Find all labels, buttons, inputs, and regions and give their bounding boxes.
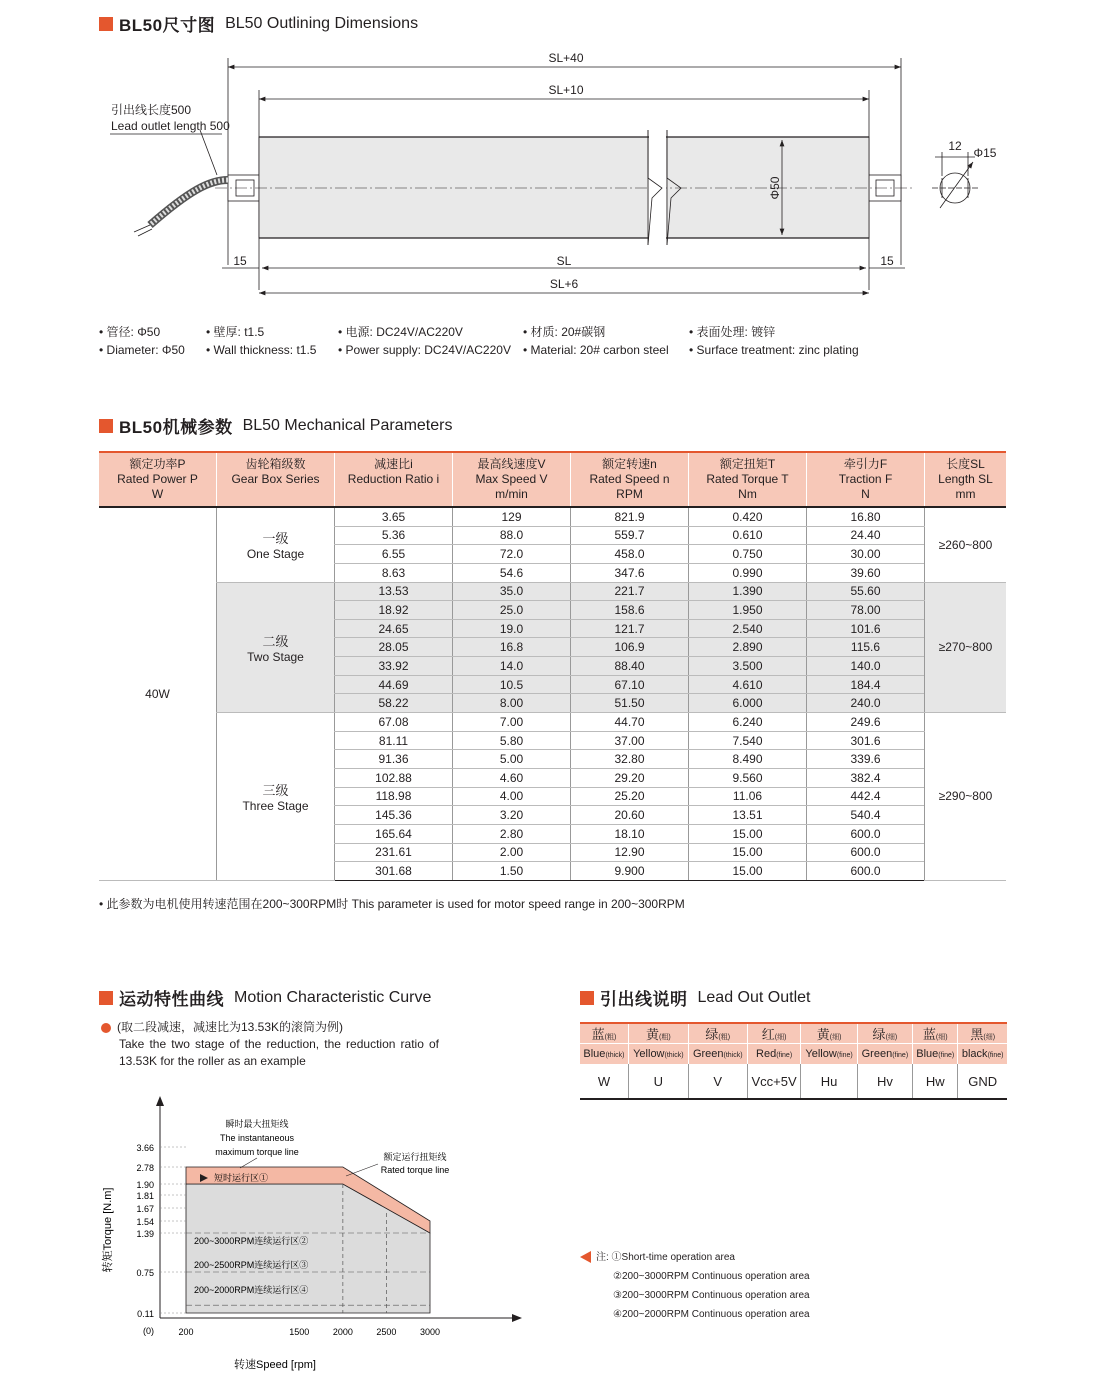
stage-cell: 二级 Two Stage bbox=[217, 582, 335, 712]
zone-label: 200~2500RPM连续运行区③ bbox=[194, 1260, 309, 1270]
lead-signal: Hv bbox=[857, 1064, 912, 1099]
section-marker-icon bbox=[99, 991, 113, 1005]
y-tick-label: 1.39 bbox=[136, 1229, 154, 1239]
table-cell: 559.7 bbox=[571, 526, 689, 545]
table-cell: 6.000 bbox=[689, 694, 807, 713]
legend-arrow-icon bbox=[580, 1251, 591, 1263]
table-row bbox=[99, 507, 1006, 526]
section-header-curve bbox=[99, 985, 431, 1010]
x-tick-label: 2500 bbox=[376, 1327, 397, 1337]
table-cell: 25.0 bbox=[453, 601, 571, 620]
table-cell: 540.4 bbox=[807, 806, 925, 825]
table-cell: 88.0 bbox=[453, 526, 571, 545]
instant-torque-label-en2: maximum torque line bbox=[215, 1147, 299, 1157]
dim-12: 12 bbox=[948, 139, 962, 153]
table-cell: 2.540 bbox=[689, 619, 807, 638]
length-cell: ≥290~800 bbox=[925, 713, 1007, 881]
table-cell: 5.00 bbox=[453, 750, 571, 769]
curve-note bbox=[101, 1019, 439, 1070]
table-cell: 67.08 bbox=[335, 713, 453, 732]
zone-label: 200~3000RPM连续运行区② bbox=[194, 1236, 309, 1246]
spec-power: • 电源: DC24V/AC220V • Power supply: DC24V/AC220V bbox=[338, 325, 511, 357]
y-tick-label: 3.66 bbox=[136, 1143, 154, 1153]
table-cell: 6.240 bbox=[689, 713, 807, 732]
table-cell: 13.51 bbox=[689, 806, 807, 825]
curve-note-en1: Take the two stage of the reduction, the reduction ratio of bbox=[119, 1037, 439, 1051]
lead-signal: GND bbox=[958, 1064, 1007, 1099]
instant-torque-leader bbox=[240, 1158, 257, 1168]
table-cell: 2.80 bbox=[453, 824, 571, 843]
table-cell: 2.00 bbox=[453, 843, 571, 862]
legend-item-2: ②200~3000RPM Continuous operation area bbox=[613, 1271, 810, 1282]
lead-color-cn-row bbox=[580, 1023, 1007, 1044]
x-tick-label: 200 bbox=[178, 1327, 194, 1337]
table-cell: 458.0 bbox=[571, 545, 689, 564]
table-cell: 28.05 bbox=[335, 638, 453, 657]
table-row bbox=[99, 582, 1006, 601]
table-cell: 5.36 bbox=[335, 526, 453, 545]
y-tick-label: 1.54 bbox=[136, 1217, 154, 1227]
table-cell: 101.6 bbox=[807, 619, 925, 638]
table-cell: 0.610 bbox=[689, 526, 807, 545]
lead-color-cn: 黄(粗) bbox=[628, 1023, 688, 1044]
lead-signal: Hu bbox=[801, 1064, 857, 1099]
section-header-lead bbox=[580, 985, 810, 1010]
lead-color-en: Blue(fine) bbox=[913, 1044, 958, 1065]
table-cell: 158.6 bbox=[571, 601, 689, 620]
table-cell: 821.9 bbox=[571, 507, 689, 526]
legend-item-3: ③200~3000RPM Continuous operation area bbox=[613, 1290, 810, 1301]
dim-sl: SL bbox=[556, 254, 572, 268]
lead-color-cn: 蓝(粗) bbox=[580, 1023, 628, 1044]
legend-block bbox=[596, 1248, 810, 1324]
dim-15-right: 15 bbox=[880, 254, 894, 268]
table-cell: 58.22 bbox=[335, 694, 453, 713]
length-cell: ≥260~800 bbox=[925, 507, 1007, 582]
table-cell: 442.4 bbox=[807, 787, 925, 806]
table-cell: 4.60 bbox=[453, 768, 571, 787]
table-cell: 231.61 bbox=[335, 843, 453, 862]
rated-torque-label-cn: 额定运行扭矩线 bbox=[383, 1152, 447, 1162]
dim-phi50: Φ50 bbox=[768, 176, 782, 200]
table-cell: 115.6 bbox=[807, 638, 925, 657]
y-axis-arrow-icon bbox=[156, 1096, 164, 1106]
table-cell: 3.20 bbox=[453, 806, 571, 825]
stage-cell: 一级 One Stage bbox=[217, 507, 335, 582]
table-cell: 8.490 bbox=[689, 750, 807, 769]
table-cell: 102.88 bbox=[335, 768, 453, 787]
stage-cell: 三级 Three Stage bbox=[217, 713, 335, 881]
instant-torque-label-cn: 瞬时最大扭矩线 bbox=[225, 1119, 289, 1129]
lead-color-cn: 红(细) bbox=[747, 1023, 801, 1044]
table-cell: 15.00 bbox=[689, 824, 807, 843]
table-cell: 3.500 bbox=[689, 657, 807, 676]
table-cell: 7.540 bbox=[689, 731, 807, 750]
table-cell: 1.950 bbox=[689, 601, 807, 620]
table-cell: 72.0 bbox=[453, 545, 571, 564]
table-cell: 13.53 bbox=[335, 582, 453, 601]
section-title-en: BL50 Outlining Dimensions bbox=[225, 14, 419, 32]
section-title-cn: BL50机械参数 bbox=[119, 418, 233, 437]
table-cell: 301.68 bbox=[335, 862, 453, 881]
table-cell: 339.6 bbox=[807, 750, 925, 769]
header-length: 长度SL Length SL mm bbox=[925, 452, 1007, 507]
table-cell: 221.7 bbox=[571, 582, 689, 601]
table-cell: 20.60 bbox=[571, 806, 689, 825]
length-cell: ≥270~800 bbox=[925, 582, 1007, 712]
lead-color-en: black(fine) bbox=[958, 1044, 1007, 1065]
motion-curve-chart bbox=[90, 1090, 530, 1380]
table-cell: 14.0 bbox=[453, 657, 571, 676]
rated-torque-label-en: Rated torque line bbox=[380, 1165, 450, 1175]
y-tick-label: 0.11 bbox=[137, 1309, 154, 1319]
lead-color-cn: 绿(粗) bbox=[688, 1023, 747, 1044]
rated-torque-leader bbox=[346, 1164, 378, 1176]
lead-length-cn: 引出线长度500 bbox=[111, 103, 192, 117]
lead-color-en: Blue(thick) bbox=[580, 1044, 628, 1065]
section-header-dimensions bbox=[99, 11, 418, 36]
table-cell: 67.10 bbox=[571, 675, 689, 694]
table-cell: 140.0 bbox=[807, 657, 925, 676]
table-cell: 7.00 bbox=[453, 713, 571, 732]
table-cell: 1.390 bbox=[689, 582, 807, 601]
section-title-en: BL50 Mechanical Parameters bbox=[242, 416, 453, 434]
table-cell: 29.20 bbox=[571, 768, 689, 787]
table-cell: 81.11 bbox=[335, 731, 453, 750]
table-cell: 6.55 bbox=[335, 545, 453, 564]
table-cell: 600.0 bbox=[807, 862, 925, 881]
header-power: 额定功率P Rated Power P W bbox=[99, 452, 217, 507]
table-cell: 88.40 bbox=[571, 657, 689, 676]
table-cell: 24.40 bbox=[807, 526, 925, 545]
table-cell: 11.06 bbox=[689, 787, 807, 806]
y-tick-label: 1.67 bbox=[136, 1204, 154, 1214]
header-torque: 额定扭矩T Rated Torque T Nm bbox=[689, 452, 807, 507]
lead-signal: U bbox=[628, 1064, 688, 1099]
x-axis-arrow-icon bbox=[512, 1314, 522, 1322]
zone-label: 短时运行区① bbox=[214, 1173, 269, 1183]
table-cell: 54.6 bbox=[453, 563, 571, 582]
lead-color-cn: 黄(细) bbox=[801, 1023, 857, 1044]
table-cell: 0.990 bbox=[689, 563, 807, 582]
table-cell: 9.560 bbox=[689, 768, 807, 787]
x-tick-label: 2000 bbox=[332, 1327, 353, 1337]
bullet-dot-icon bbox=[101, 1023, 111, 1033]
y-axis-title: 转矩Torque [N.m] bbox=[102, 1187, 114, 1273]
table-cell: 44.70 bbox=[571, 713, 689, 732]
table-cell: 30.00 bbox=[807, 545, 925, 564]
section-title-en: Lead Out Outlet bbox=[697, 988, 811, 1006]
table-cell: 18.10 bbox=[571, 824, 689, 843]
lead-color-en: Green(thick) bbox=[688, 1044, 747, 1065]
lead-color-en: Yellow(fine) bbox=[801, 1044, 857, 1065]
table-cell: 24.65 bbox=[335, 619, 453, 638]
table-cell: 4.00 bbox=[453, 787, 571, 806]
spec-diameter: • 管径: Φ50 • Diameter: Φ50 bbox=[99, 325, 185, 357]
table-cell: 4.610 bbox=[689, 675, 807, 694]
table-cell: 15.00 bbox=[689, 843, 807, 862]
lead-color-en: Red(fine) bbox=[747, 1044, 801, 1065]
table-cell: 5.80 bbox=[453, 731, 571, 750]
table-cell: 240.0 bbox=[807, 694, 925, 713]
table-cell: 184.4 bbox=[807, 675, 925, 694]
header-ratio: 减速比i Reduction Ratio i bbox=[335, 452, 453, 507]
section-marker-icon bbox=[99, 419, 113, 433]
table-footnote: • 此参数为电机使用转速范围在200~300RPM时 This parameter is used for motor speed range in 200~300RPM bbox=[99, 897, 685, 911]
header-gearbox: 齿轮箱级数 Gear Box Series bbox=[217, 452, 335, 507]
table-cell: 2.890 bbox=[689, 638, 807, 657]
table-cell: 32.80 bbox=[571, 750, 689, 769]
lead-length-en: Lead outlet length 500 bbox=[111, 119, 230, 133]
table-cell: 249.6 bbox=[807, 713, 925, 732]
dim-sl40: SL+40 bbox=[548, 51, 584, 65]
table-cell: 19.0 bbox=[453, 619, 571, 638]
table-cell: 16.8 bbox=[453, 638, 571, 657]
header-traction: 牵引力F Traction F N bbox=[807, 452, 925, 507]
table-cell: 129 bbox=[453, 507, 571, 526]
table-cell: 51.50 bbox=[571, 694, 689, 713]
table-cell: 3.65 bbox=[335, 507, 453, 526]
legend-item-4: ④200~2000RPM Continuous operation area bbox=[613, 1309, 810, 1320]
spec-material: • 材质: 20#碳钢 • Material: 20# carbon steel bbox=[523, 325, 669, 357]
curve-note-cn: (取二段减速，减速比为13.53K的滚筒为例) bbox=[117, 1020, 344, 1034]
lead-color-cn: 绿(细) bbox=[857, 1023, 912, 1044]
table-cell: 9.900 bbox=[571, 862, 689, 881]
table-cell: 145.36 bbox=[335, 806, 453, 825]
y-tick-label: 0.75 bbox=[136, 1268, 154, 1278]
section-title-cn: BL50尺寸图 bbox=[119, 16, 216, 35]
header-speed: 最高线速度V Max Speed V m/min bbox=[453, 452, 571, 507]
table-cell: 347.6 bbox=[571, 563, 689, 582]
spec-wall: • 壁厚: t1.5 • Wall thickness: t1.5 bbox=[206, 325, 317, 357]
x-tick-label: 1500 bbox=[289, 1327, 310, 1337]
table-cell: 33.92 bbox=[335, 657, 453, 676]
table-cell: 1.50 bbox=[453, 862, 571, 881]
section-title-cn: 引出线说明 bbox=[600, 990, 688, 1009]
table-cell: 0.750 bbox=[689, 545, 807, 564]
lead-signal: Hw bbox=[913, 1064, 958, 1099]
table-cell: 118.98 bbox=[335, 787, 453, 806]
table-cell: 16.80 bbox=[807, 507, 925, 526]
table-cell: 37.00 bbox=[571, 731, 689, 750]
section-title-en: Motion Characteristic Curve bbox=[234, 988, 432, 1006]
table-cell: 301.6 bbox=[807, 731, 925, 750]
lead-signal: Vcc+5V bbox=[747, 1064, 801, 1099]
lead-color-en: Yellow(thick) bbox=[628, 1044, 688, 1065]
table-cell: 165.64 bbox=[335, 824, 453, 843]
table-cell: 15.00 bbox=[689, 862, 807, 881]
table-cell: 12.90 bbox=[571, 843, 689, 862]
table-cell: 91.36 bbox=[335, 750, 453, 769]
x-tick-label: 3000 bbox=[419, 1327, 441, 1337]
table-row bbox=[99, 713, 1006, 732]
dim-sl6: SL+6 bbox=[549, 277, 579, 291]
table-cell: 78.00 bbox=[807, 601, 925, 620]
dim-15-left: 15 bbox=[233, 254, 247, 268]
table-cell: 39.60 bbox=[807, 563, 925, 582]
y-tick-label: 1.90 bbox=[136, 1180, 154, 1190]
lead-color-cn: 黑(细) bbox=[958, 1023, 1007, 1044]
lead-color-en: Green(fine) bbox=[857, 1044, 912, 1065]
table-cell: 600.0 bbox=[807, 843, 925, 862]
lead-signal: V bbox=[688, 1064, 747, 1099]
lead-signal: W bbox=[597, 1073, 611, 1089]
table-cell: 35.0 bbox=[453, 582, 571, 601]
zone-label: 200~2000RPM连续运行区④ bbox=[194, 1285, 309, 1295]
spec-surface: • 表面处理: 镀锌 • Surface treatment: zinc plating bbox=[689, 325, 859, 357]
header-rpm: 额定转速n Rated Speed n RPM bbox=[571, 452, 689, 507]
section-title-cn: 运动特性曲线 bbox=[119, 990, 224, 1009]
origin-label: (0) bbox=[143, 1326, 154, 1336]
table-cell: 600.0 bbox=[807, 824, 925, 843]
y-tick-label: 1.81 bbox=[136, 1191, 154, 1201]
table-cell: 55.60 bbox=[807, 582, 925, 601]
table-cell: 18.92 bbox=[335, 601, 453, 620]
lead-signal-row bbox=[580, 1064, 1007, 1099]
table-cell: 8.63 bbox=[335, 563, 453, 582]
lead-color-en-row bbox=[580, 1044, 1007, 1065]
power-cell: 40W bbox=[99, 507, 217, 880]
table-cell: 8.00 bbox=[453, 694, 571, 713]
dim-sl10: SL+10 bbox=[548, 83, 584, 97]
dimension-drawing bbox=[0, 40, 1120, 310]
section-marker-icon bbox=[99, 17, 113, 31]
table-header-row bbox=[99, 452, 1006, 507]
table-cell: 44.69 bbox=[335, 675, 453, 694]
section-header-mechanical bbox=[99, 413, 452, 438]
table-cell: 121.7 bbox=[571, 619, 689, 638]
mechanical-parameters-table bbox=[99, 451, 1006, 881]
curve-note-en2: 13.53K for the roller as an example bbox=[119, 1054, 306, 1068]
table-cell: 10.5 bbox=[453, 675, 571, 694]
table-cell: 106.9 bbox=[571, 638, 689, 657]
legend-item-1: 注: ①Short-time operation area bbox=[596, 1252, 735, 1263]
dim-phi15: Φ15 bbox=[973, 146, 997, 160]
table-cell: 382.4 bbox=[807, 768, 925, 787]
lead-out-table bbox=[580, 1022, 1007, 1100]
x-axis-title: 转速Speed [rpm] bbox=[234, 1359, 316, 1371]
y-tick-label: 2.78 bbox=[136, 1163, 154, 1173]
table-cell: 25.20 bbox=[571, 787, 689, 806]
section-marker-icon bbox=[580, 991, 594, 1005]
lead-color-cn: 蓝(细) bbox=[913, 1023, 958, 1044]
table-cell: 0.420 bbox=[689, 507, 807, 526]
instant-torque-label-en1: The instantaneous bbox=[219, 1133, 295, 1143]
